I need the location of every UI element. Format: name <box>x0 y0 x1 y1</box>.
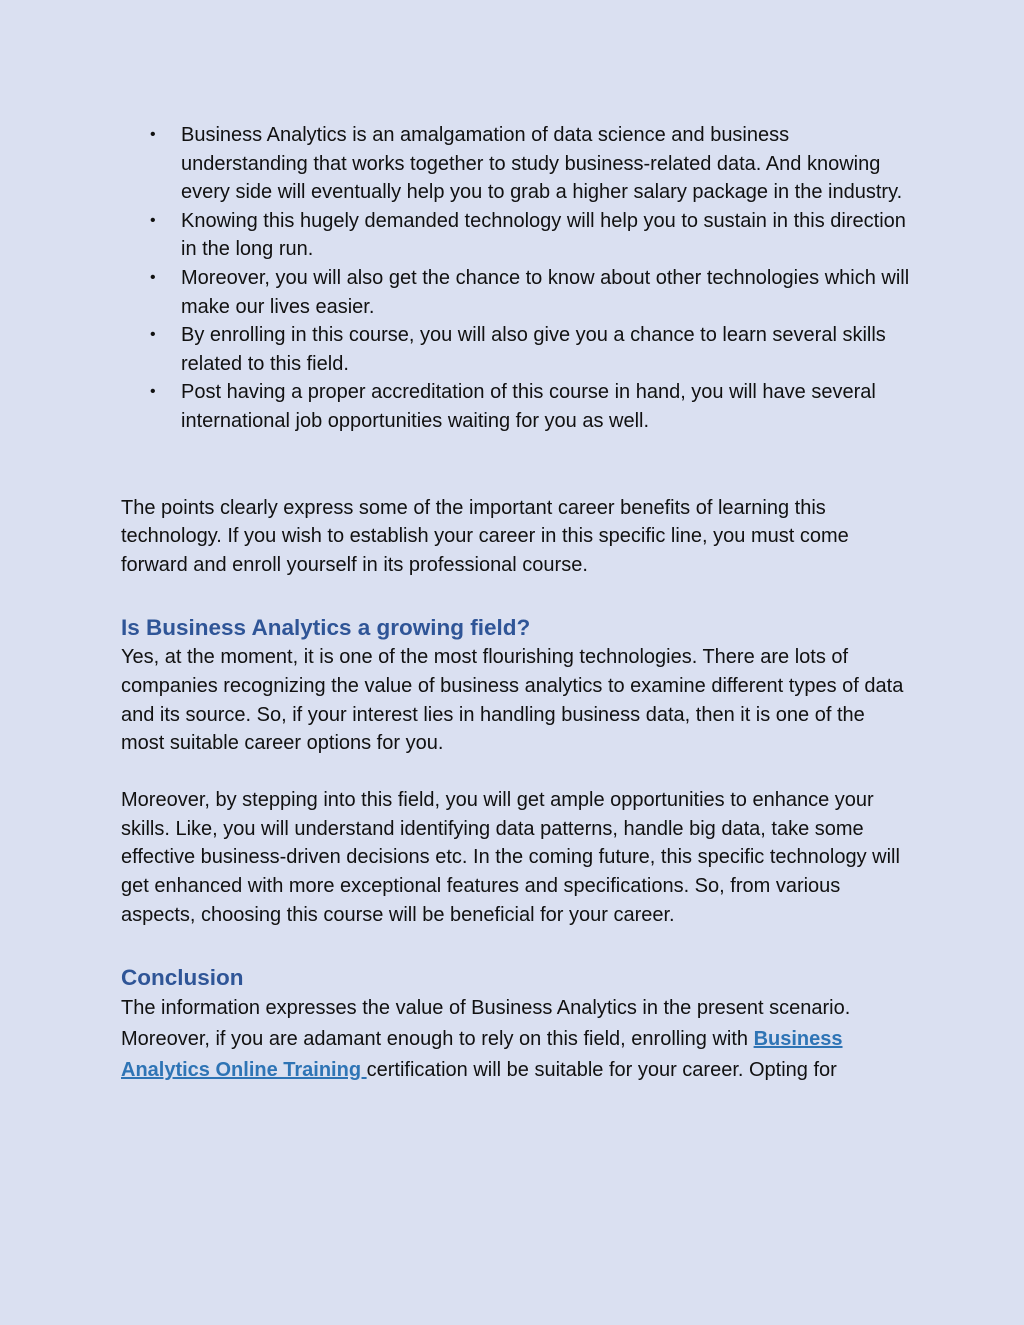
growing-field-heading: Is Business Analytics a growing field? <box>121 615 531 641</box>
business-analytics-training-link[interactable]: Business Analytics Online Training <box>121 1028 843 1082</box>
bullet-item: • Moreover, you will also get the chance to know about other technologies which will make our lives easier. <box>181 264 911 321</box>
bullet-item: • Post having a proper accreditation of this course in hand, you will have several international job opportunities waiting for you as well. <box>181 378 911 435</box>
bullet-item: • By enrolling in this course, you will also give you a chance to learn several skills related to this field. <box>181 321 911 378</box>
conclusion-heading: Conclusion <box>121 965 244 991</box>
bullet-item: • Business Analytics is an amalgamation of data science and business understanding that works together to study business-related data. And knowing every side will eventually help you to grab a higher salary package in the industry. <box>181 121 911 207</box>
conclusion-text-end: certification will be suitable for your career. Opting for <box>366 1059 837 1082</box>
page-content <box>121 121 911 1086</box>
conclusion-paragraph <box>121 993 911 1086</box>
growing-field-paragraph-2: Moreover, by stepping into this field, you will get ample opportunities to enhance your skills. Like, you will understand identifying data patterns, handle big data, take some effective business-driven decisions etc. In the coming future, this specific technology will get enhanced with more exceptional features and specifications. So, from various aspects, choosing this course will be beneficial for your career. <box>121 789 900 926</box>
conclusion-text-start: The information expresses the value of Business Analytics in the present scenario. Moreover, if you are adamant enough to rely on this field, enrolling with <box>121 997 851 1051</box>
intro-paragraph: The points clearly express some of the important career benefits of learning this technology. If you wish to establish your career in this specific line, you must come forward and enroll yourself in its professional course. <box>121 496 849 576</box>
benefits-bullet-list <box>121 121 911 436</box>
bullet-item: • Knowing this hugely demanded technology will help you to sustain in this direction in the long run. <box>181 207 911 264</box>
growing-field-paragraph-1: Yes, at the moment, it is one of the most flourishing technologies. There are lots of companies recognizing the value of business analytics to examine different types of data and its source. So, if your interest lies in handling business data, then it is one of the most suitable career options for you. <box>121 646 904 755</box>
